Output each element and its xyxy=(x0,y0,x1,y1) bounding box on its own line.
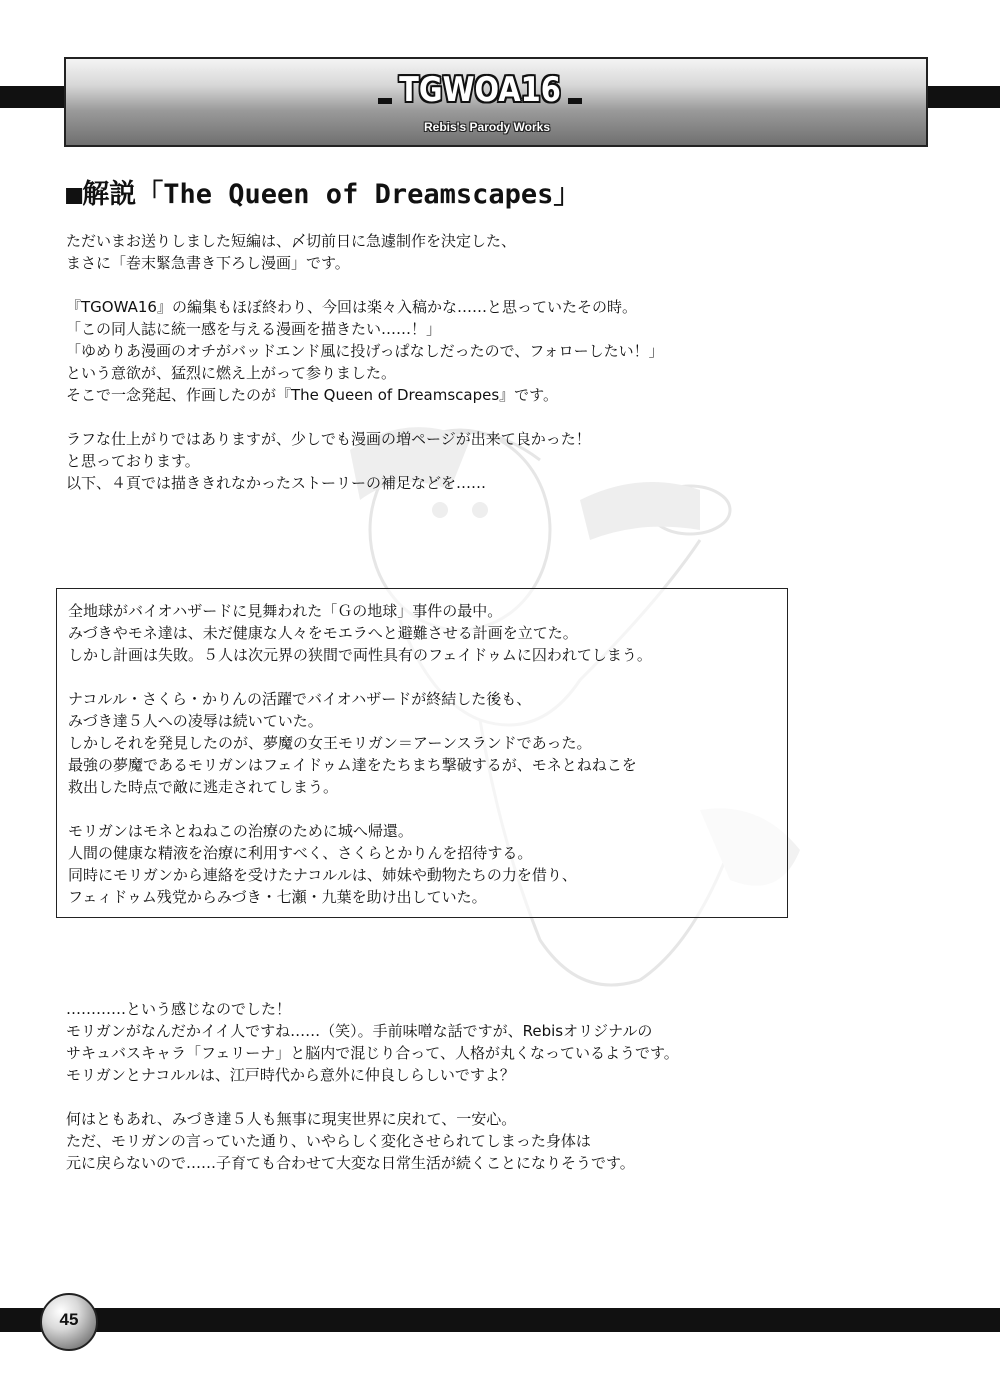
banner-bar-left xyxy=(378,98,392,104)
banner-bar-right xyxy=(568,98,582,104)
banner-title: TGWOA16 xyxy=(399,70,561,110)
text-line: ナコルル・さくら・かりんの活躍でバイオハザードが終結した後も、 xyxy=(68,690,532,708)
paragraph-gap xyxy=(66,406,664,428)
paragraph-gap xyxy=(68,666,652,688)
paragraph-gap xyxy=(66,274,664,296)
banner-subtitle: Rebis's Parody Works xyxy=(423,120,550,134)
text-line: 救出した時点で敵に逃走されてしまう。 xyxy=(68,778,339,796)
story-text xyxy=(68,600,652,908)
page-number: 45 xyxy=(59,1310,79,1329)
text-line: 以下、４頁では描ききれなかったストーリーの補足などを…… xyxy=(66,474,487,492)
text-line: 最強の夢魔であるモリガンはフェイドゥム達をたちまち撃破するが、モネとねねこを xyxy=(68,756,637,774)
text-line: 同時にモリガンから連絡を受けたナコルルは、姉妹や動物たちの力を借り、 xyxy=(68,866,577,884)
text-line: ラフな仕上がりではありますが、少しでも漫画の増ページが出来て良かった！ xyxy=(66,430,591,448)
text-line: みづき達５人への凌辱は続いていた。 xyxy=(68,712,323,730)
text-line: しかし計画は失敗。５人は次元界の狭間で両性具有のフェイドゥムに囚われてしまう。 xyxy=(68,646,652,664)
text-line: 全地球がバイオハザードに見舞われた「Ｇの地球」事件の最中。 xyxy=(68,602,503,620)
text-line: 「この同人誌に統一感を与える漫画を描きたい……！」 xyxy=(66,320,442,338)
text-line: 元に戻らないので……子育ても合わせて大変な日常生活が続くことになりそうです。 xyxy=(66,1154,635,1172)
text-line: …………という感じなのでした！ xyxy=(66,1000,292,1018)
text-line: という意欲が、猛烈に燃え上がって参りました。 xyxy=(66,364,397,382)
text-line: ただ、モリガンの言っていた通り、いやらしく変化させられてしまった身体は xyxy=(66,1132,591,1150)
text-line: と思っております。 xyxy=(66,452,200,470)
intro-text xyxy=(66,230,664,494)
paragraph-gap xyxy=(66,1086,679,1108)
footer-stripe xyxy=(0,1308,1000,1332)
text-line: モリガンとナコルルは、江戸時代から意外に仲良しらしいですよ？ xyxy=(66,1066,515,1084)
text-line: 何はともあれ、みづき達５人も無事に現実世界に戻れて、一安心。 xyxy=(66,1110,517,1128)
text-line: しかしそれを発見したのが、夢魔の女王モリガン＝アーンスランドであった。 xyxy=(68,734,592,752)
text-line: 『TGOWA16』の編集もほぼ終わり、今回は楽々入稿かな……と思っていたその時。 xyxy=(66,298,637,316)
text-line: サキュバスキャラ「フェリーナ」と脳内で混じり合って、人格が丸くなっているようです。 xyxy=(66,1044,679,1062)
text-line: モリガンはモネとねねこの治療のために城へ帰還。 xyxy=(68,822,413,840)
text-line: フェィドゥム残党からみづき・七瀬・九葉を助け出していた。 xyxy=(68,888,487,906)
banner-logo xyxy=(380,70,580,145)
afterword-text xyxy=(66,998,679,1174)
text-line: 「ゆめりあ漫画のオチがバッドエンド風に投げっぱなしだったので、フォローしたい！」 xyxy=(66,342,664,360)
paragraph-gap xyxy=(68,798,652,820)
text-line: ただいまお送りしました短編は、〆切前日に急遽制作を決定した、 xyxy=(66,232,517,250)
text-line: モリガンがなんだかイイ人ですね……（笑）。手前味噌な話ですが、Rebisオリジナルの xyxy=(66,1022,653,1040)
text-line: そこで一念発起、作画したのが『The Queen of Dreamscapes』です。 xyxy=(66,386,558,404)
text-line: まさに「巻末緊急書き下ろし漫画」です。 xyxy=(66,254,350,272)
text-line: 人間の健康な精液を治療に利用すべく、さくらとかりんを招待する。 xyxy=(68,844,533,862)
section-heading: ■解説「The Queen of Dreamscapes」 xyxy=(66,179,581,210)
text-line: みづきやモネ達は、未だ健康な人々をモエラへと避難させる計画を立てた。 xyxy=(68,624,578,642)
